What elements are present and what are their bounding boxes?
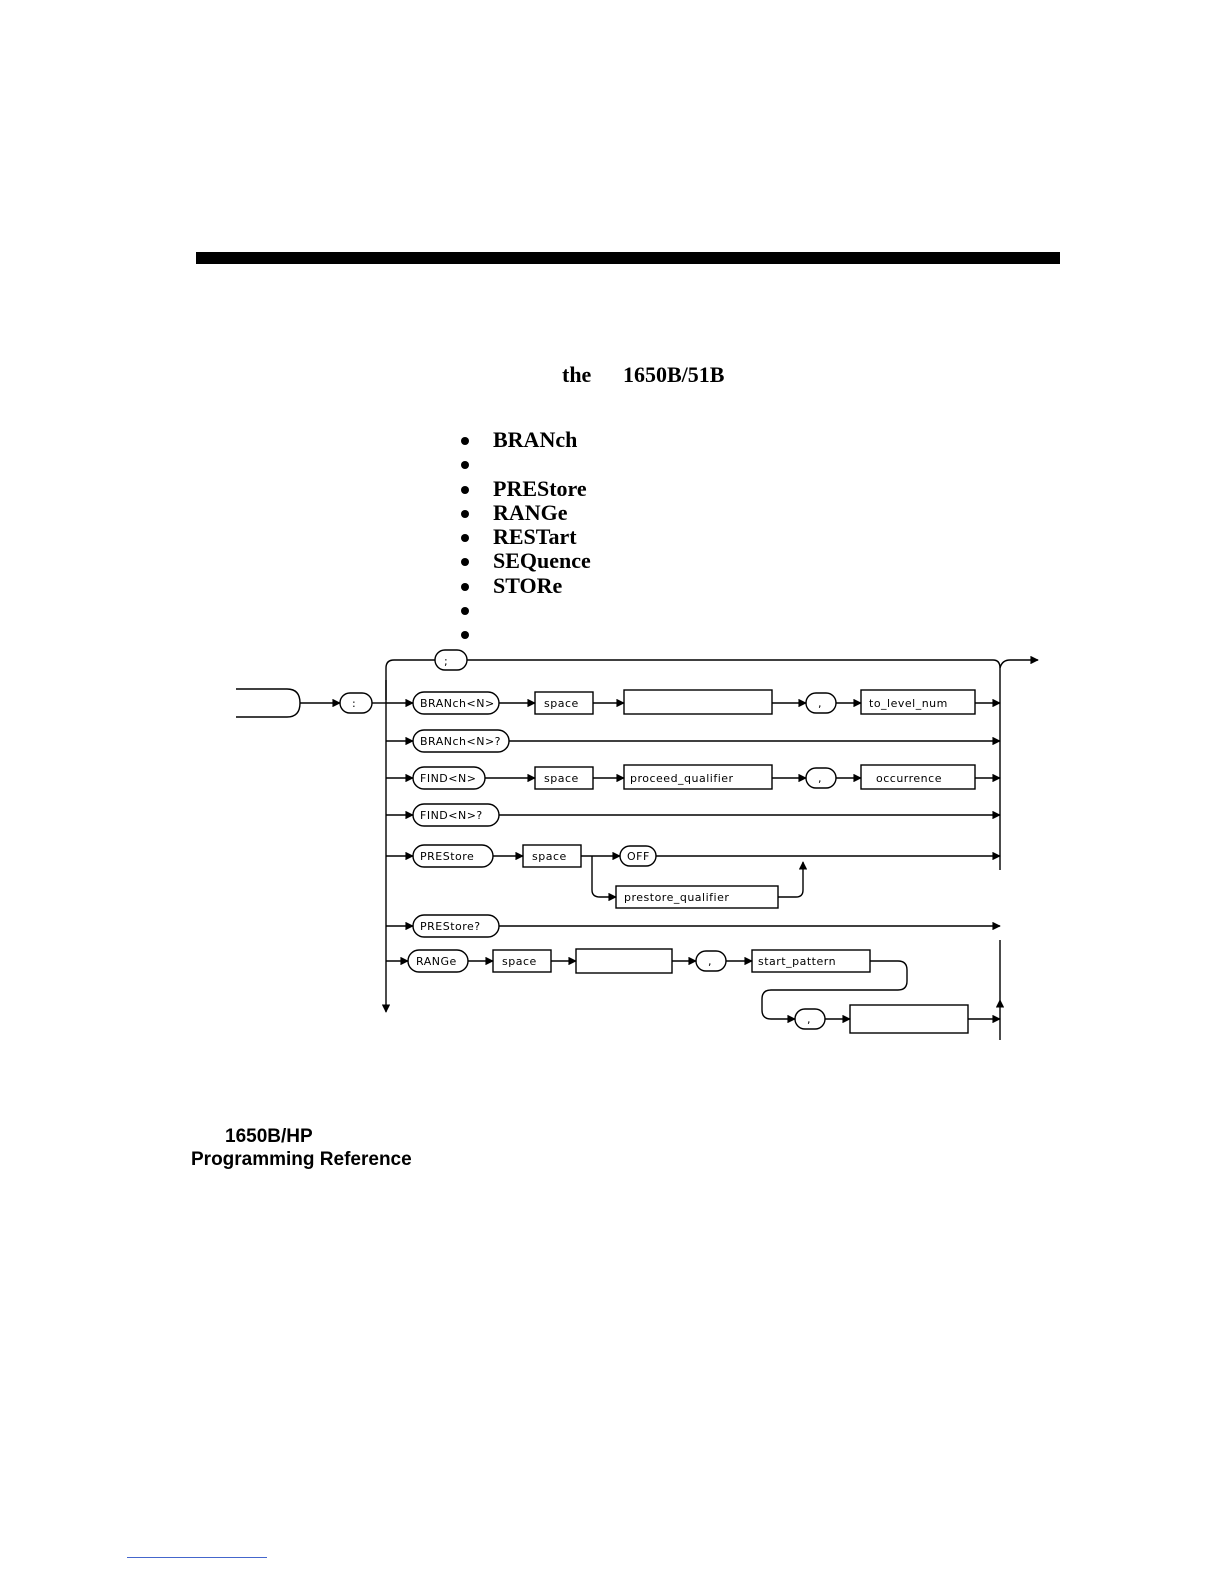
range-arg2: start_pattern	[758, 955, 837, 968]
range-comma: ,	[708, 955, 712, 968]
intro-word-the: the	[562, 362, 592, 387]
find-arg2: occurrence	[876, 772, 942, 785]
footer-model: 1650B/HP	[225, 1126, 313, 1147]
list-item: SEQuence	[458, 549, 591, 573]
prestore-cmd: PREStore	[420, 850, 475, 863]
prestore-space: space	[532, 850, 567, 863]
find-query-cmd: FIND<N>?	[420, 809, 483, 822]
entry-box	[236, 689, 300, 717]
prestore-query-cmd: PREStore?	[420, 920, 481, 933]
branch-cmd: BRANch<N>	[420, 697, 495, 710]
semicolon-node	[435, 650, 467, 670]
range-cmd: RANGe	[416, 955, 457, 968]
branch-comma: ,	[818, 697, 822, 710]
branch-space: space	[544, 697, 579, 710]
find-comma: ,	[818, 772, 822, 785]
prestore-qualifier: prestore_qualifier	[624, 891, 730, 904]
semicolon-label: ;	[444, 655, 449, 668]
footer-title: Programming Reference	[191, 1149, 412, 1170]
bottom-link-underline[interactable]	[127, 1557, 267, 1558]
list-item: PREStore	[458, 477, 591, 501]
colon-label: :	[352, 697, 357, 710]
branch-arg2: to_level_num	[869, 697, 948, 710]
prestore-off: OFF	[627, 850, 650, 863]
list-item: RANGe	[458, 501, 591, 525]
find-space: space	[544, 772, 579, 785]
list-item: RESTart	[458, 525, 591, 549]
find-cmd: FIND<N>	[420, 772, 477, 785]
list-item: STORe	[458, 574, 591, 598]
branch-query-cmd: BRANch<N>?	[420, 735, 502, 748]
find-arg: proceed_qualifier	[630, 772, 734, 785]
range-space: space	[502, 955, 537, 968]
list-item: BRANch	[458, 428, 591, 452]
range-comma2: ,	[807, 1013, 811, 1026]
intro-model: 1650B/51B	[623, 362, 725, 387]
